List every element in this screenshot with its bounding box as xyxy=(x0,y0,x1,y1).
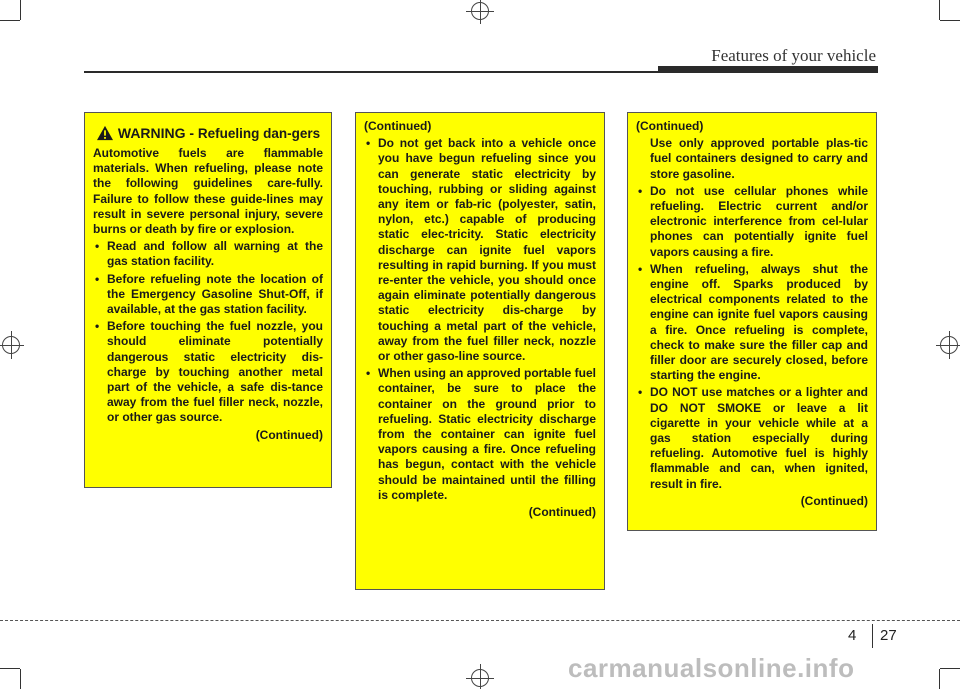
chapter-number: 4 xyxy=(848,627,857,644)
crop-mark xyxy=(940,668,960,669)
warning-box-column-1 xyxy=(84,112,332,488)
list-item: • Do not get back into a vehicle once you have begun refueling since you can generate static electricity by touching, rubbing or sliding against any item or fab-ric (polyester, satin, nylon, etc.) capable of producing static elec-tricity. Static electricity discharge can ignite fuel vapors resulting in rapid burning. If you must re-enter the vehicle, you should once again eliminate potentially dangerous static electricity dis-charge by touching a metal part of the vehicle, away from the fuel filler neck, nozzle or other gaso-line source. xyxy=(364,136,596,364)
crop-mark xyxy=(940,20,960,21)
crop-mark xyxy=(0,20,20,21)
list-item: • Read and follow all warning at the gas station facility. xyxy=(93,239,323,269)
crop-mark xyxy=(939,669,940,689)
warning-box-column-2 xyxy=(355,112,605,590)
warning-box-column-3 xyxy=(627,112,877,531)
header-rule xyxy=(84,71,878,73)
crop-mark xyxy=(20,0,21,20)
section-title: Features of your vehicle xyxy=(711,46,876,65)
crop-mark xyxy=(20,669,21,689)
list-item: • Before touching the fuel nozzle, you should eliminate potentially dangerous static electricity dis-charge by touching another metal part of the vehicle, a safe dis-tance away from the fuel filler neck, nozzle, or other gas source. xyxy=(93,319,323,425)
warning-intro: Automotive fuels are flammable materials. When refueling, please note the following guidelines care-fully. Failure to follow these guide-lines may result in severe personal injury, severe burns or death by fire or explosion. xyxy=(93,146,323,237)
list-item: • When using an approved portable fuel container, be sure to place the container on the ground prior to refueling. Static electricity discharge from the container can ignite fuel vapors causing a fire. Once refueling has begun, contact with the vehicle should be maintained until the filling is complete. xyxy=(364,366,596,503)
list-item: • DO NOT use matches or a lighter and DO NOT SMOKE or leave a lit cigarette in your vehicle while at a gas station especially during refueling. Automotive fuel is highly flammable and can, when ignited, result in fire. xyxy=(636,385,868,491)
warning-triangle-icon xyxy=(96,125,114,141)
warning-word: WARNING - xyxy=(117,125,195,141)
warning-subject: Refueling dan-gers xyxy=(197,126,321,141)
warning-heading xyxy=(93,125,323,142)
continued-label: (Continued) xyxy=(528,505,596,520)
crop-mark xyxy=(939,0,940,20)
list-item: • Do not use cellular phones while refueling. Electric current and/or electronic interference from cel-lular phones can potentially ignite fuel vapors causing a fire. xyxy=(636,184,868,260)
list-item: • Before refueling note the location of the Emergency Gasoline Shut-Off, if available, at the gas station facility. xyxy=(93,272,323,318)
list-item: • When refueling, always shut the engine off. Sparks produced by electrical components related to the engine can ignite fuel vapors causing a fire. Once refueling is complete, check to make sure the filler cap and filler door are securely closed, before starting the engine. xyxy=(636,262,868,384)
continued-label: (Continued) xyxy=(800,493,868,508)
crop-mark xyxy=(0,668,20,669)
continued-top-label: (Continued) xyxy=(636,119,704,133)
page-number-separator xyxy=(872,624,873,648)
watermark: carmanualsonline.info xyxy=(568,653,855,683)
continued-label: (Continued) xyxy=(255,427,323,442)
footer-rule xyxy=(0,620,960,621)
continued-paragraph: Use only approved portable plas-tic fuel containers designed to carry and store gasoline. xyxy=(650,136,868,181)
page-number: 27 xyxy=(880,627,897,644)
continued-top-label: (Continued) xyxy=(364,119,432,133)
